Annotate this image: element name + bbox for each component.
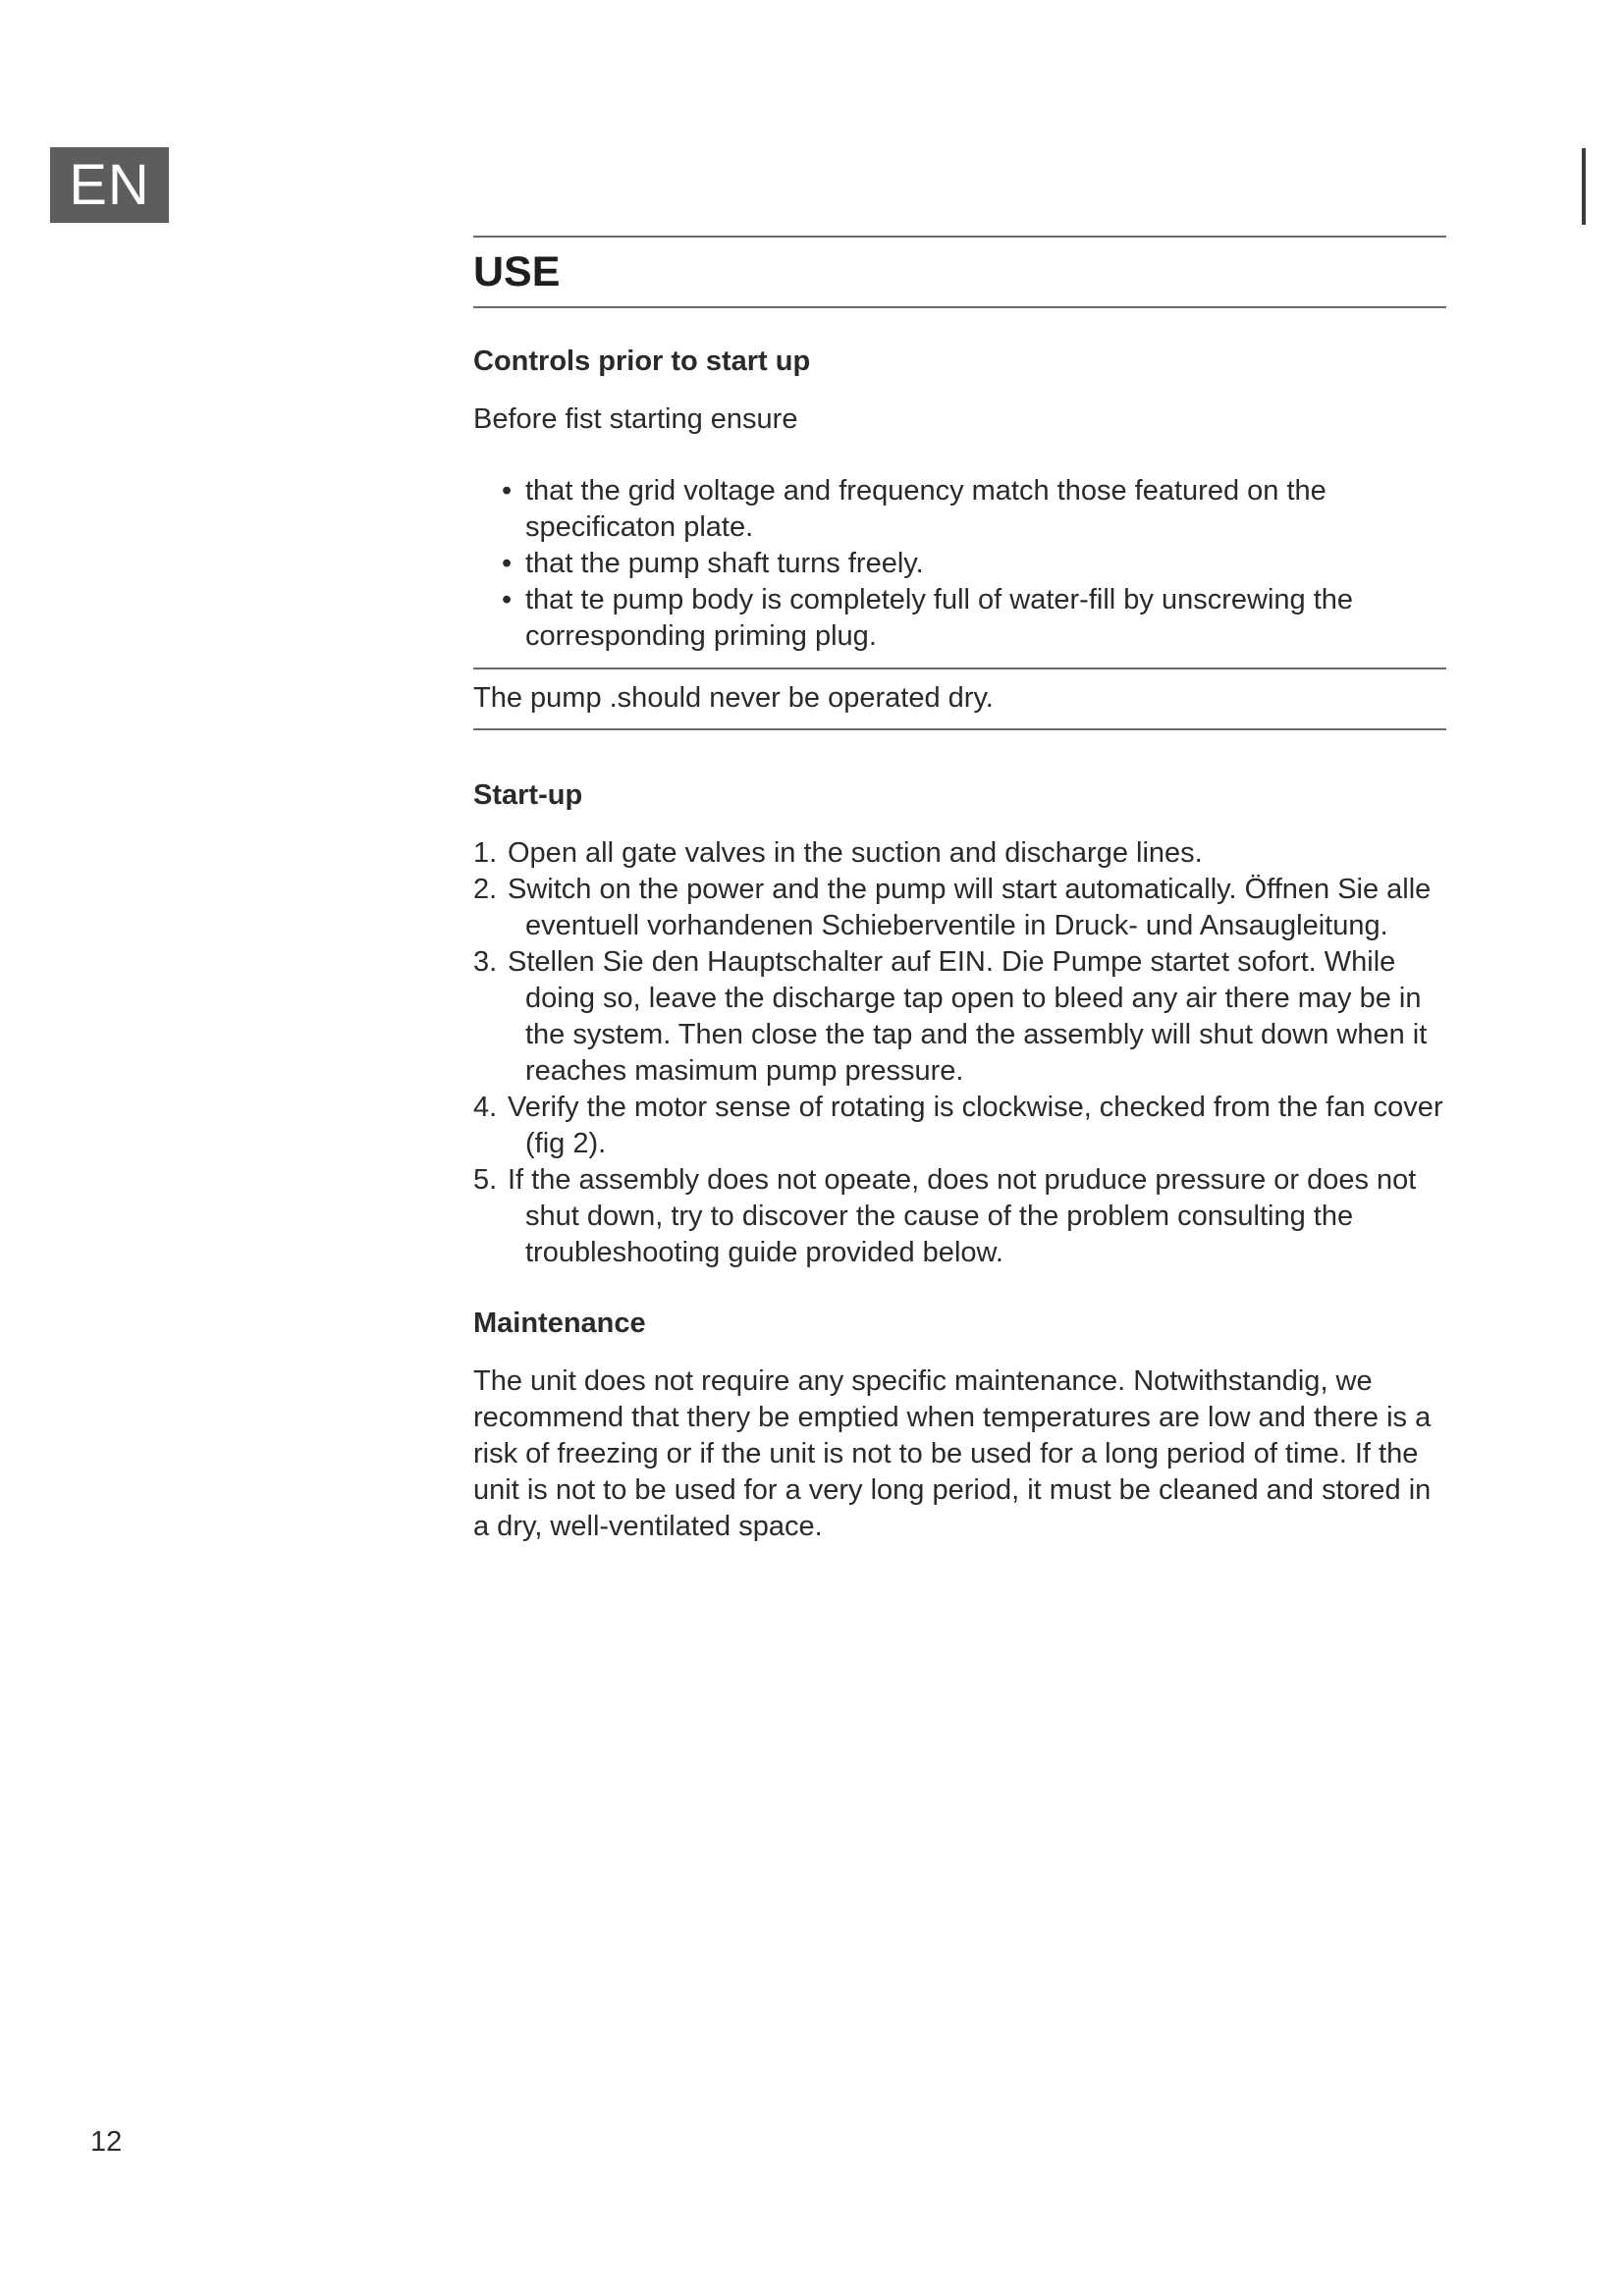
startup-heading: Start-up	[473, 779, 583, 811]
warning-note	[473, 667, 1446, 730]
maintenance-body: The unit does not require any specific maintenance. Notwithstandig, we recommend that thery be emptied when temperatures are low and there is a risk of freezing or if the unit is not to be used for a long period of time. If the unit is not to be used for a very long period, it must be cleaned and stored in a dry, well-ventilated space.	[473, 1365, 1432, 1542]
controls-intro: Before fist starting ensure	[473, 403, 798, 435]
list-item	[473, 1162, 1446, 1271]
section-title: USE	[473, 248, 561, 295]
step-text: If the assembly does not opeate, does not pruduce pressure or does not shut down, try to discover the cause of the problem consulting the troubleshooting guide provided below.	[508, 1164, 1417, 1268]
list-item	[473, 582, 1446, 655]
list-item-text: that the pump shaft turns freely.	[525, 548, 924, 579]
list-item	[473, 944, 1446, 1090]
page-edge-marker	[1582, 148, 1586, 225]
step-number: 3.	[473, 946, 498, 978]
bullet-icon: •	[502, 475, 513, 507]
list-item	[473, 835, 1446, 872]
list-item	[473, 546, 1446, 582]
controls-checklist	[473, 473, 1446, 655]
title-bottom-rule	[473, 306, 1446, 308]
step-text: Open all gate valves in the suction and discharge lines.	[508, 837, 1203, 869]
list-item	[473, 473, 1446, 546]
step-number: 5.	[473, 1164, 498, 1196]
step-text: Verify the motor sense of rotating is clockwise, checked from the fan cover (fig 2).	[508, 1092, 1443, 1159]
list-item-text: that the grid voltage and frequency match those featured on the specificaton plate.	[525, 475, 1326, 543]
controls-heading: Controls prior to start up	[473, 346, 811, 377]
startup-steps	[473, 835, 1446, 1271]
list-item-text: that te pump body is completely full of water-fill by unscrewing the corresponding priming plug.	[525, 584, 1354, 652]
list-item	[473, 872, 1446, 944]
warning-note-text: The pump .should never be operated dry.	[473, 682, 994, 714]
step-number: 1.	[473, 837, 498, 869]
page-number: 12	[90, 2126, 123, 2158]
step-number: 4.	[473, 1092, 498, 1123]
step-number: 2.	[473, 874, 498, 905]
step-text: Switch on the power and the pump will start automatically. Öffnen Sie alle eventuell vorhandenen Schieberventile in Druck- und Ansaugleitung.	[508, 874, 1432, 941]
bullet-icon: •	[502, 548, 513, 579]
bullet-icon: •	[502, 584, 513, 615]
page-content	[473, 236, 1446, 1545]
language-tab: EN	[50, 147, 169, 223]
maintenance-heading: Maintenance	[473, 1308, 646, 1339]
list-item	[473, 1090, 1446, 1162]
step-text: Stellen Sie den Hauptschalter auf EIN. Die Pumpe startet sofort. While doing so, leave the discharge tap open to bleed any air there may be in the system. Then close the tap and the assembly will shut down when it reaches masimum pump pressure.	[508, 946, 1428, 1087]
